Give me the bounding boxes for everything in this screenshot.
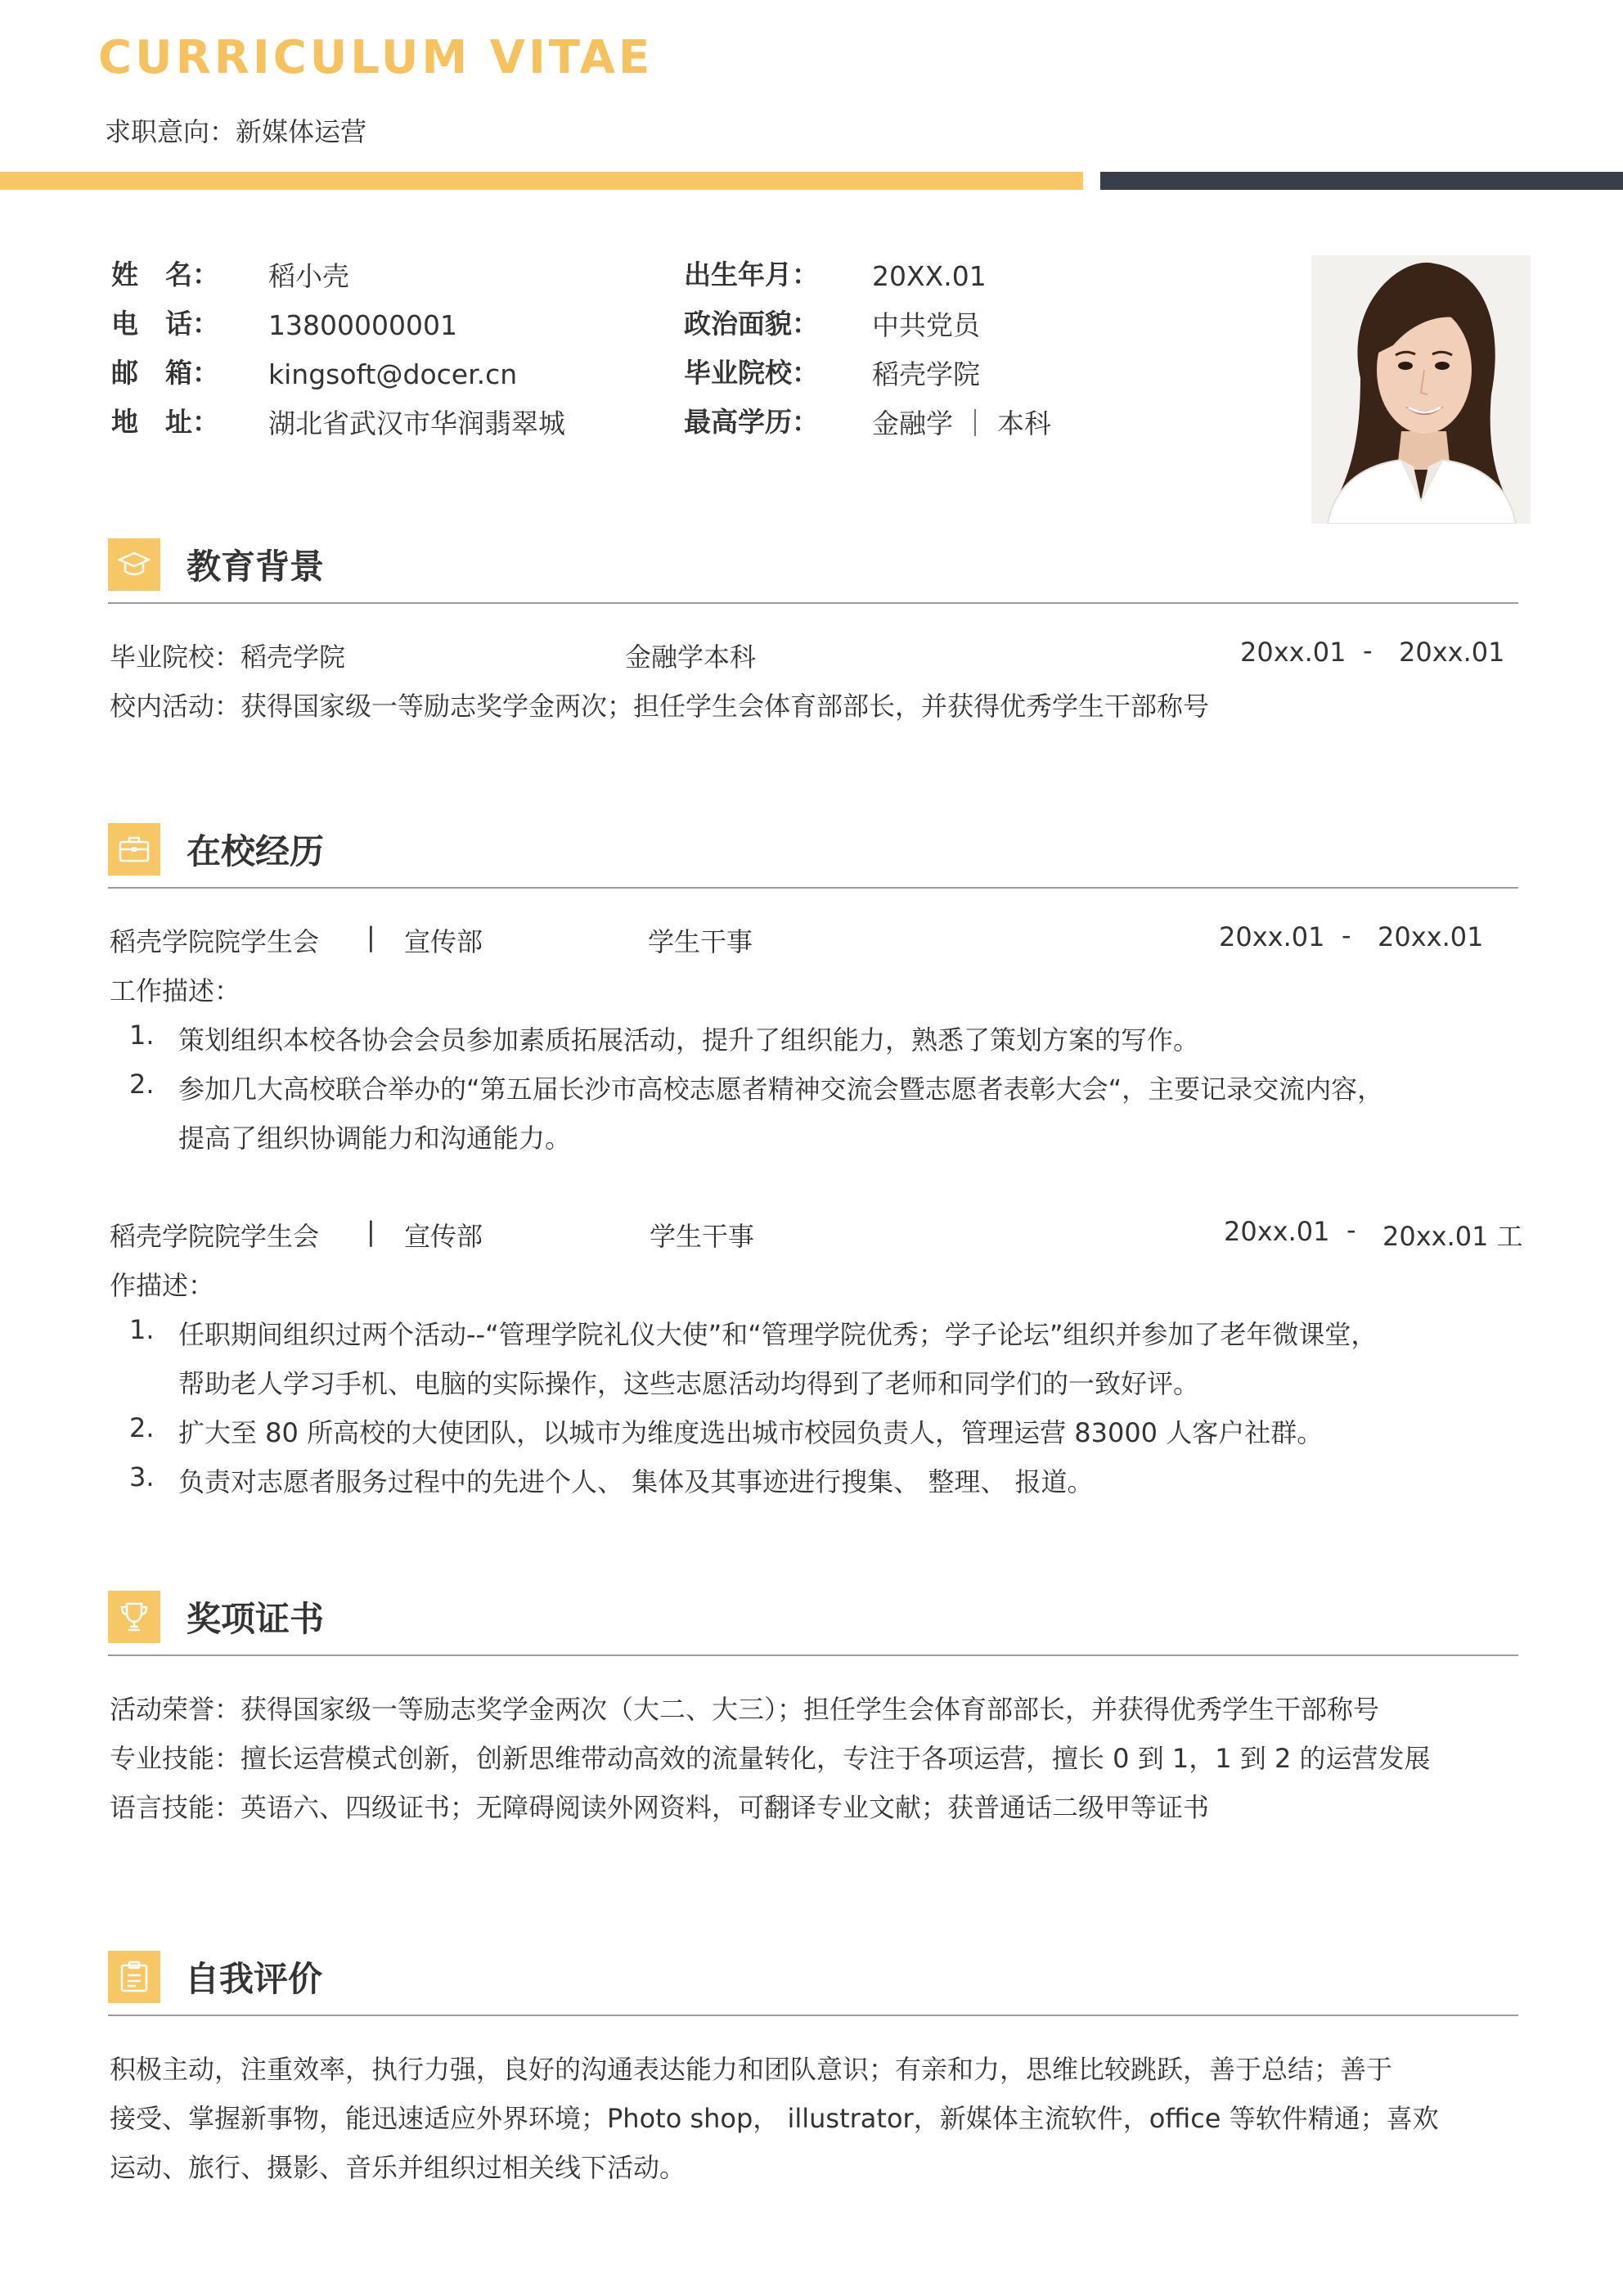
exp-dept: 宣传部 [404, 926, 483, 957]
exp-end-date: 20xx.01 工 [1382, 1221, 1523, 1252]
exp-date-dash: - [1347, 1214, 1356, 1245]
info-label: 最高学历： [684, 406, 819, 438]
info-school-row [684, 357, 819, 389]
info-email-row [111, 357, 219, 389]
award-line: 语言技能：英语六、四级证书；无障碍阅读外网资料，可翻译专业文献；获普通话二级甲等证书 [110, 1792, 1210, 1823]
exp-dept: 宣传部 [404, 1221, 483, 1252]
exp-role: 学生干事 [648, 926, 753, 957]
self-eval-line: 接受、掌握新事物，能迅速适应外界环境；Photo shop， illustrator，新媒体主流软件，office 等软件精通；喜欢 [110, 2103, 1439, 2134]
info-label: 毕业院校： [684, 357, 819, 389]
list-item: 策划组织本校各协会会员参加素质拓展活动，提升了组织能力，熟悉了策划方案的写作。 [178, 1024, 1200, 1056]
list-number: 3. [129, 1461, 155, 1492]
edu-start-date: 20xx.01 [1240, 637, 1347, 668]
info-label: 姓 名： [111, 259, 219, 290]
info-degree-row [684, 406, 819, 439]
exp-separator: | [366, 921, 375, 952]
cv-title: CURRICULUM VITAE [98, 31, 654, 84]
info-email-value: kingsoft@docer.cn [268, 358, 518, 390]
list-item: 负责对志愿者服务过程中的先进个人、 集体及其事迹进行搜集、 整理、 报道。 [178, 1466, 1094, 1497]
list-number: 2. [129, 1069, 155, 1100]
info-label: 邮 箱： [111, 357, 219, 389]
exp-desc-label: 工作描述： [110, 975, 241, 1006]
exp-desc-label: 作描述： [110, 1270, 215, 1301]
exp-start-date: 20xx.01 [1224, 1216, 1330, 1247]
header-bar-accent [0, 172, 1083, 190]
exp-end-date: 20xx.01 [1378, 921, 1484, 952]
section-divider [108, 602, 1518, 604]
edu-end-date: 20xx.01 [1399, 637, 1505, 668]
header-bar-dark [1100, 172, 1623, 190]
edu-school: 毕业院校：稻壳学院 [110, 642, 346, 673]
exp-separator: | [366, 1216, 375, 1247]
profile-photo [1311, 255, 1531, 524]
list-number: 1. [129, 1020, 155, 1051]
exp-role: 学生干事 [650, 1221, 755, 1252]
list-number: 1. [129, 1314, 155, 1345]
edu-activity: 校内活动：获得国家级一等励志奖学金两次；担任学生会体育部部长，并获得优秀学生干部称号 [110, 691, 1210, 722]
section-title-education: 教育背景 [187, 547, 325, 587]
list-item: 参加几大高校联合举办的“第五届长沙市高校志愿者精神交流会暨志愿者表彰大会“，主要记录交流内容， [178, 1074, 1384, 1105]
section-title-self-eval: 自我评价 [185, 1959, 323, 1999]
briefcase-icon [108, 823, 160, 876]
edu-date-dash: - [1363, 635, 1373, 666]
edu-major: 金融学本科 [625, 642, 757, 673]
info-label: 出生年月： [684, 259, 819, 290]
info-politics-value: 中共党员 [872, 309, 980, 341]
self-eval-line: 积极主动，注重效率，执行力强，良好的沟通表达能力和团队意识；有亲和力，思维比较跳跃，善于总结；善于 [110, 2054, 1393, 2085]
info-phone-row [111, 308, 219, 340]
info-birth-value: 20XX.01 [872, 260, 987, 292]
trophy-icon [108, 1591, 160, 1643]
info-label: 政治面貌： [684, 308, 819, 340]
exp-org: 稻壳学院院学生会 [110, 926, 320, 957]
award-line: 专业技能：擅长运营模式创新，创新思维带动高效的流量转化，专注于各项运营，擅长 0 到 1，1 到 2 的运营发展 [110, 1743, 1431, 1774]
person-avatar-icon [1311, 255, 1531, 524]
section-title-awards: 奖项证书 [187, 1599, 325, 1639]
list-item-continued: 提高了组织协调能力和沟通能力。 [178, 1123, 572, 1154]
section-divider [108, 887, 1518, 889]
info-name-value: 稻小壳 [268, 260, 349, 292]
job-intent: 求职意向：新媒体运营 [105, 116, 367, 147]
section-divider [108, 1654, 1518, 1656]
info-birth-row [684, 259, 819, 291]
award-line: 活动荣誉：获得国家级一等励志奖学金两次（大二、大三）；担任学生会体育部部长，并获得优秀学生干部称号 [110, 1694, 1380, 1725]
list-item: 任职期间组织过两个活动--“管理学院礼仪大使”和“管理学院优秀；学子论坛”组织并参加了老年微课堂， [178, 1319, 1378, 1350]
list-item: 扩大至 80 所高校的大使团队，以城市为维度选出城市校园负责人，管理运营 83000 人客户社群。 [178, 1417, 1324, 1448]
info-politics-row [684, 308, 819, 340]
info-school-value: 稻壳学院 [872, 358, 980, 390]
exp-start-date: 20xx.01 [1219, 921, 1325, 952]
section-title-experience: 在校经历 [187, 831, 325, 871]
info-address-value: 湖北省武汉市华润翡翠城 [268, 407, 565, 439]
info-address-row [111, 406, 219, 439]
self-eval-line: 运动、旅行、摄影、音乐并组织过相关线下活动。 [110, 2152, 686, 2183]
graduation-cap-icon [108, 538, 160, 591]
list-number: 2. [129, 1412, 155, 1443]
info-label: 地 址： [111, 406, 219, 438]
exp-date-dash: - [1342, 920, 1351, 951]
info-label: 电 话： [111, 308, 219, 340]
info-phone-value: 13800000001 [268, 309, 457, 341]
info-name-row [111, 259, 219, 291]
section-divider [108, 2015, 1518, 2016]
list-item-continued: 帮助老人学习手机、电脑的实际操作，这些志愿活动均得到了老师和同学们的一致好评。 [178, 1368, 1200, 1399]
exp-org: 稻壳学院院学生会 [110, 1221, 320, 1252]
clipboard-icon [108, 1951, 160, 2003]
info-degree-value: 金融学 ｜ 本科 [872, 407, 1051, 439]
